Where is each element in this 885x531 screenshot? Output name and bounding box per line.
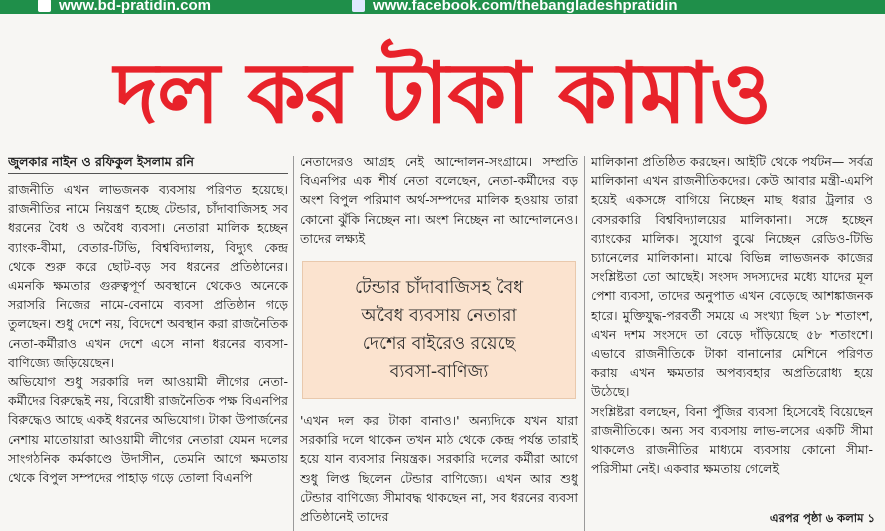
- facebook-icon: [352, 0, 365, 12]
- byline: জুলকার নাইন ও রফিকুল ইসলাম রনি: [8, 152, 288, 174]
- article-column-3: [591, 152, 873, 531]
- column-divider-1: [293, 156, 294, 531]
- pull-quote-line: টেন্ডার চাঁদাবাজিসহ বৈধ: [354, 278, 524, 299]
- facebook-link[interactable]: [352, 0, 678, 14]
- continued-on-page: এরপর পৃষ্ঠা ৬ কলাম ১: [764, 510, 875, 529]
- paragraph: সংশ্লিষ্টরা বলছেন, বিনা পুঁজির ব্যবসা হিসেবেই বিয়েছেন রাজনীতিকে। অন্য সব ব্যবসায় লাভ-লসের একটি সীমা থাকলেও রাজনীতির মাধ্যমে ব্যবসায় কোনো সীমা-পরিসীমা নেই। একবার ক্ষমতায় গেলেই: [591, 403, 873, 477]
- paragraph: রাজনীতি এখন লাভজনক ব্যবসায় পরিণত হয়েছে। রাজনীতির নামে নিয়ন্ত্রণ হচ্ছে টেন্ডার, চাঁদাবাজিসহ সব ধরনের বৈধ ও অবৈধ ব্যবসা। নেতারা মালিক হচ্ছেন ব্যাংক-বীমা, বেতার-টিভি, বিশ্ববিদ্যালয়, বিদ্যুৎ কেন্দ্র থেকে শুরু করে ছোট-বড় সব ধরনের প্রতিষ্ঠানের। এমনকি ক্ষমতার গুরুত্বপূর্ণ অবস্থানে থেকেও অনেকে সরাসরি নিজের নামে-বেনামে ব্যবসা প্রতিষ্ঠান গড়ে তুলছেন। শুধু দেশে নয়, বিদেশে অবস্থান করা রাজনৈতিক নেতা-কর্মীরাও এখন দেশে এসে নানা ধরনের ব্যবসা-বাণিজ্যে জড়িয়েছেন।: [8, 182, 288, 370]
- headline: দল কর টাকা কামাও: [114, 44, 771, 142]
- article-column-2: [300, 152, 578, 531]
- article-column-1: [8, 152, 288, 531]
- pull-quote-line: অবৈধ ব্যবসায় নেতারা: [361, 306, 517, 327]
- website-url: www.bd-pratidin.com: [59, 0, 211, 14]
- paragraph: অভিযোগ শুধু সরকারি দল আওয়ামী লীগের নেতা-কর্মীদের বিরুদ্ধেই নয়, বিরোধী রাজনৈতিক পক্ষ বিএনপির বিরুদ্ধেও আছে একই ধরনের অভিযোগ। টাকা উপার্জনের নেশায় মাতোয়ারা আওয়ামী লীগের নেতারা যেমন দলের সাংগঠনিক কর্মকাণ্ডে উদাসীন, তেমনি আগে ক্ষমতায় থেকে বিপুল সম্পদের পাহাড় গড়ে তোলা বিএনপি: [8, 374, 288, 486]
- globe-icon: [38, 0, 51, 12]
- pull-quote-line: দেশের বাইরেও রয়েছে: [362, 334, 516, 355]
- paragraph: মালিকানা প্রতিষ্ঠিত করছেন। আইটি থেকে পর্যটন— সর্বত্র মালিকানা এখন রাজনীতিকদের। কেউ আবার মন্ত্রী-এমপি হয়েই একসঙ্গে বাগিয়ে নিচ্ছেন মাছ ধরার ট্রলার ও বেসরকারি বিশ্ববিদ্যালয়ের মালিকানা। সঙ্গে হচ্ছেন ব্যাংকের মালিক। সুযোগ বুঝে নিচ্ছেন রেডিও-টিভি চ্যানেলের মালিকানা। মাঝে বিভিন্ন লাভজনক কাজের সংশ্লিষ্টতা তো আছেই। সংসদ সদস্যদের মধ্যে যাদের মূল পেশা ব্যবসা, তাদের অনুপাত এখন বেড়েছে আশঙ্কাজনক হারে। মুক্তিযুদ্ধ-পরবর্তী সময়ে এ সংখ্যা ছিল ১৮ শতাংশ, এখন দশম সংসদে তা বেড়ে দাঁড়িয়েছে ৫৮ শতাংশে। এভাবে রাজনীতিকে টাকা বানানোর মেশিনে পরিণত করায় এখন ক্ষমতার অপব্যবহার অপ্রতিরোধ্য হয়ে উঠেছে।: [591, 154, 873, 400]
- top-banner: [0, 0, 885, 14]
- pull-quote-line: ব্যবসা-বাণিজ্য: [389, 362, 489, 383]
- pull-quote-box: [302, 261, 576, 399]
- facebook-url: www.facebook.com/thebangladeshpratidin: [373, 0, 678, 14]
- paragraph: 'এখন দল কর টাকা বানাও।' অন্যদিকে যখন যারা সরকারি দলে থাকেন তখন মাঠ থেকে কেন্দ্র পর্যন্ত তারাই হয়ে যান ব্যবসার নিয়ন্ত্রক। সরকারি দলের কর্মীরা আগে শুধু লিপ্ত ছিলেন টেন্ডার বাণিজ্যে। এখন আর শুধু টেন্ডার বাণিজ্যে সীমাবদ্ধ থাকছেন না, সব ধরনের ব্যবসা প্রতিষ্ঠানেই তাদের: [300, 413, 578, 525]
- column-divider-2: [584, 156, 585, 531]
- paragraph: নেতাদেরও আগ্রহ নেই আন্দোলন-সংগ্রামে। সম্প্রতি বিএনপির এক শীর্ষ নেতা বলেছেন, নেতা-কর্মীদের বড় অংশ বিপুল পরিমাণ অর্থ-সম্পদের মালিক হওয়ায় তারা কোনো ঝুঁকি নিচ্ছেন না। অংশ নিচ্ছেন না আন্দোলনেও। তাদের লক্ষ্যই: [300, 154, 578, 246]
- website-link[interactable]: [38, 0, 211, 14]
